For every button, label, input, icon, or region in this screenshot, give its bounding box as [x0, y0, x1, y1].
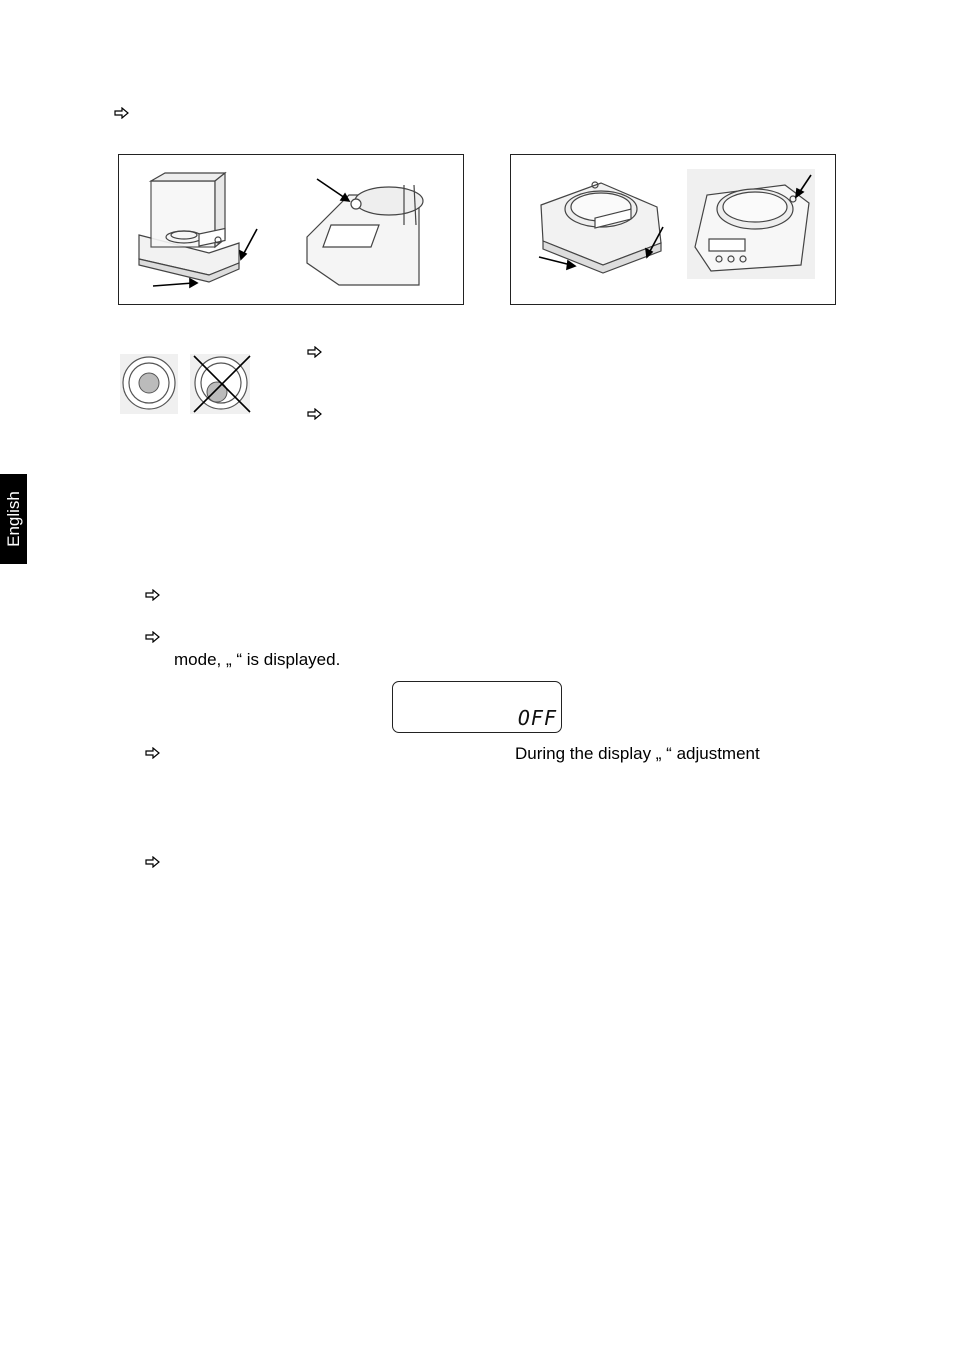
- step-arrow-icon: [145, 747, 161, 759]
- precision-balance-illustration: [511, 155, 835, 304]
- step-arrow-icon: [114, 107, 130, 119]
- level-bubble-illustration: [120, 352, 256, 416]
- step-arrow-icon: [307, 408, 323, 420]
- lcd-display: [392, 681, 562, 733]
- language-side-tab-label: English: [3, 491, 23, 547]
- balance-illustration-panel-left: [118, 154, 464, 305]
- step-text-mode: mode, „ “ is displayed.: [174, 650, 341, 669]
- balance-illustration-panel-right: [510, 154, 836, 305]
- step-arrow-icon: [145, 856, 161, 868]
- analytical-balance-illustration: [119, 155, 463, 304]
- language-side-tab: [0, 474, 27, 564]
- lcd-display-value: OFF: [517, 706, 557, 730]
- step-arrow-icon: [307, 346, 323, 358]
- step-text-adjustment: During the display „ “ adjustment: [515, 744, 760, 763]
- step-arrow-icon: [145, 589, 161, 601]
- step-arrow-icon: [145, 631, 161, 643]
